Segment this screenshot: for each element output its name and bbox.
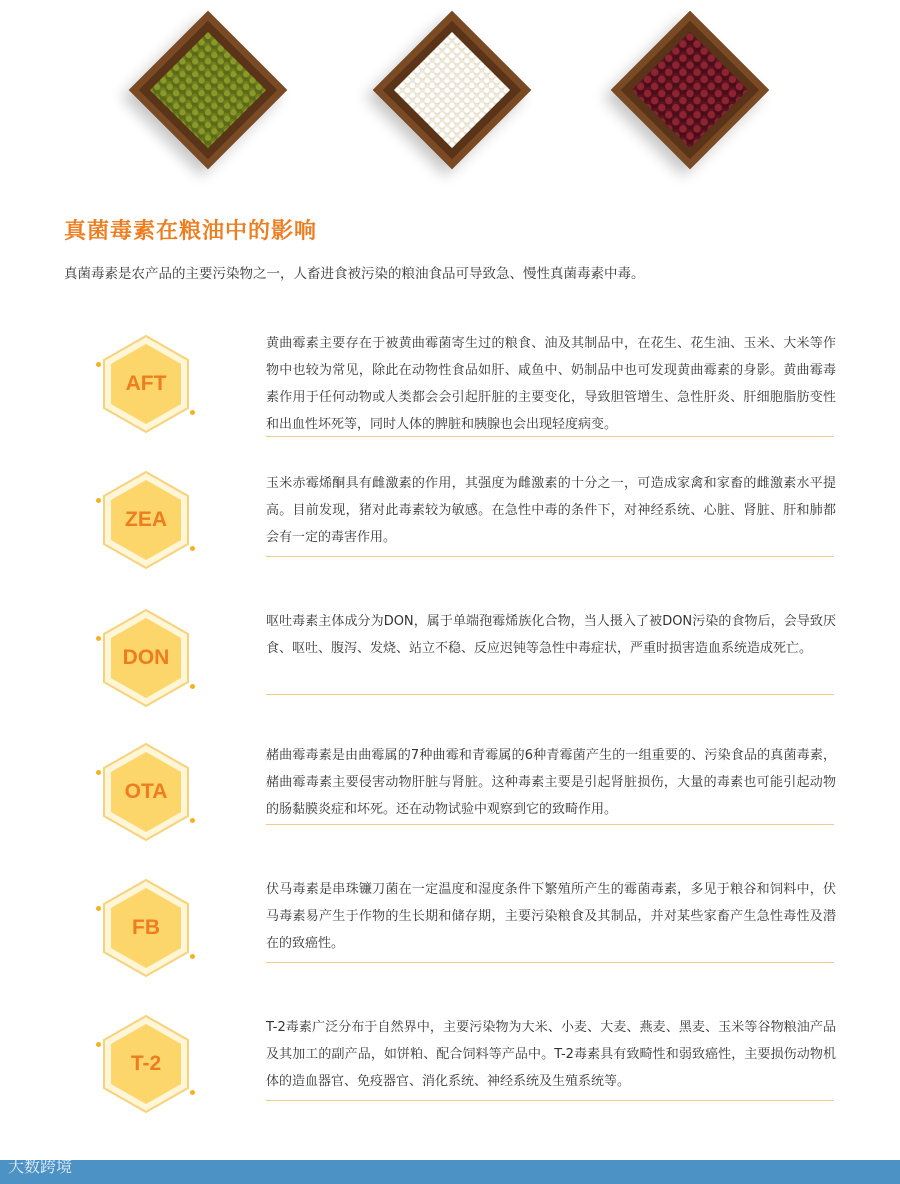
footer-bar: [0, 1160, 900, 1184]
toxin-description: 呕吐毒素主体成分为DON，属于单端孢霉烯族化合物，当人摄入了被DON污染的食物后，会导致厌食、呕吐、腹泻、发烧、站立不稳、反应迟钝等急性中毒症状，严重时损害造血系统造成死亡。: [266, 614, 836, 656]
toxin-code: FB: [132, 916, 160, 939]
toxin-code: DON: [122, 646, 170, 669]
hexagon-badge: [100, 742, 192, 842]
page-title: 真菌毒素在粮油中的影响: [64, 219, 318, 244]
toxin-description: 玉米赤霉烯酮具有雌激素的作用，其强度为雌激素的十分之一，可造成家禽和家畜的雌激素水平提高。目前发现，猪对此毒素较为敏感。在急性中毒的条件下，对神经系统、心脏、肾脏、肝和肺都会有一定的毒害作用。: [266, 476, 836, 545]
hexagon-badge: [100, 1014, 192, 1114]
toxin-description: 赭曲霉毒素是由曲霉属的7种曲霉和青霉属的6种青霉菌产生的一组重要的、污染食品的真菌毒素，赭曲霉毒素主要侵害动物肝脏与肾脏。这种毒素主要是引起肾脏损伤，大量的毒素也可能引起动物的肠黏膜炎症和坏死。还在动物试验中观察到它的致畸作用。: [266, 748, 836, 817]
toxin-code: OTA: [124, 780, 168, 803]
item-divider: [266, 436, 834, 437]
item-divider: [266, 1100, 834, 1101]
mung-bean-tray-icon: [129, 11, 287, 169]
item-divider: [266, 694, 834, 695]
grain-images-row: [0, 12, 900, 192]
watermark-text: 大数跨境: [8, 1157, 73, 1176]
item-divider: [266, 824, 834, 825]
hexagon-badge: [100, 878, 192, 978]
item-divider: [266, 556, 834, 557]
toxin-description: T-2毒素广泛分布于自然界中，主要污染物为大米、小麦、大麦、燕麦、黑麦、玉米等谷物粮油产品及其加工的副产品，如饼粕、配合饲料等产品中。T-2毒素具有致畸性和弱致癌性，主要损伤动物机体的造血器官、免疫器官、消化系统、神经系统及生殖系统等。: [266, 1020, 836, 1089]
rice-tray-icon: [373, 11, 531, 169]
toxin-description: 伏马毒素是串珠镰刀菌在一定温度和湿度条件下繁殖所产生的霉菌毒素，多见于粮谷和饲料中，伏马毒素易产生于作物的生长期和储存期，主要污染粮食及其制品，并对某些家畜产生急性毒性及潜在的致癌性。: [266, 882, 836, 951]
toxin-code: ZEA: [125, 508, 167, 531]
hexagon-badge: [100, 608, 192, 708]
intro-text: 真菌毒素是农产品的主要污染物之一，人畜进食被污染的粮油食品可导致急、慢性真菌毒素中毒。: [64, 266, 645, 282]
toxin-code: T-2: [130, 1052, 162, 1075]
toxin-code: AFT: [125, 372, 167, 395]
hexagon-badge: [100, 470, 192, 570]
toxin-description: 黄曲霉素主要存在于被黄曲霉菌寄生过的粮食、油及其制品中，在花生、花生油、玉米、大米等作物中也较为常见，除此在动物性食品如肝、咸鱼中、奶制品中也可发现黄曲霉素的身影。黄曲霉毒素作用于任何动物或人类都会会引起肝脏的主要变化，导致胆管增生、急性肝炎、肝细胞脂肪变性和出血性坏死等，同时人体的脾脏和胰腺也会出现轻度病变。: [266, 336, 836, 432]
adzuki-bean-tray-icon: [611, 11, 769, 169]
hexagon-badge: [100, 334, 192, 434]
item-divider: [266, 962, 834, 963]
